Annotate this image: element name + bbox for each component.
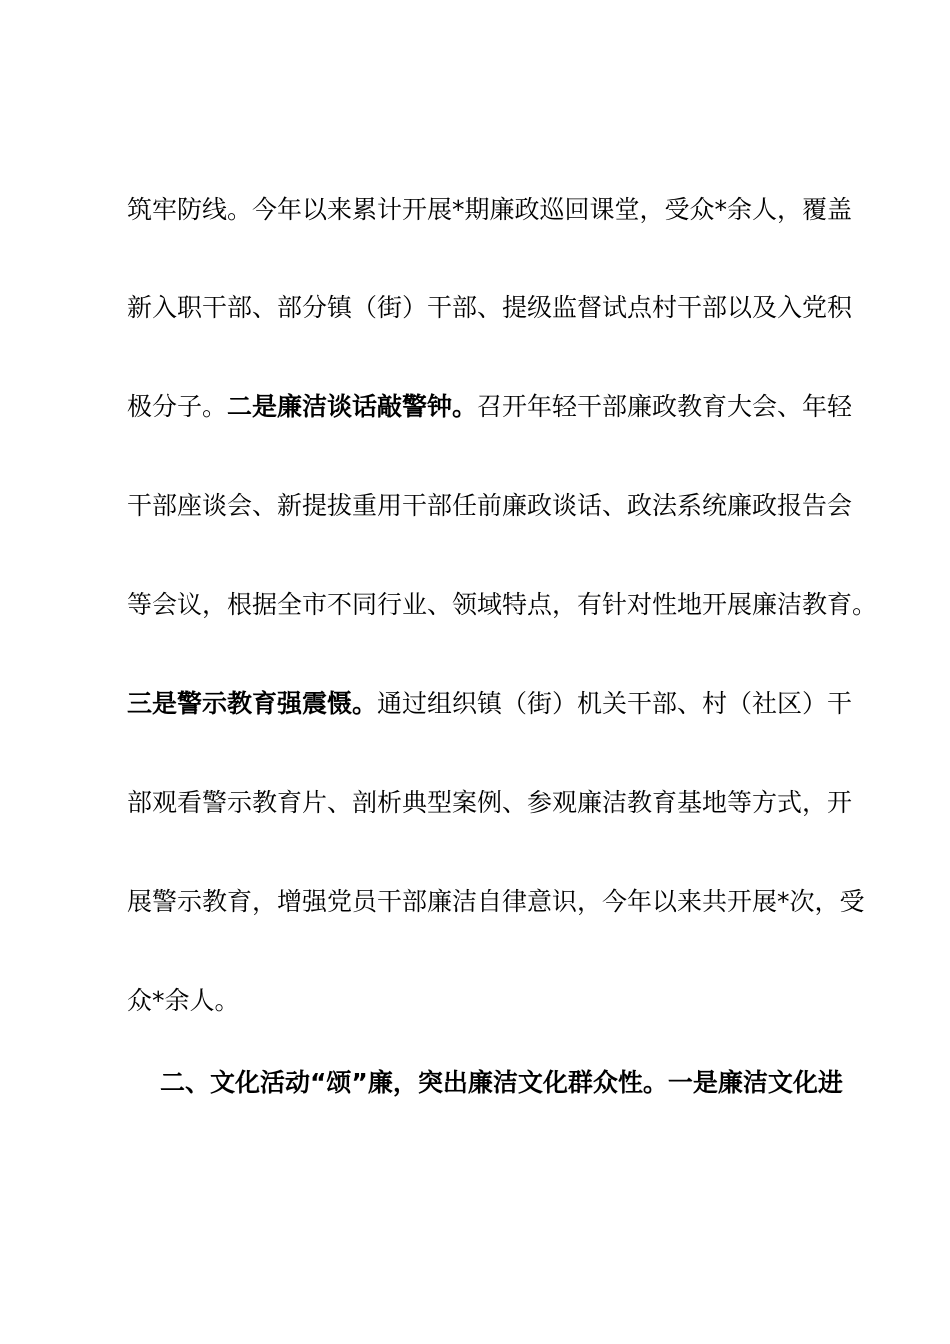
- paragraph-line: [127, 288, 853, 328]
- section-heading: 二、文化活动“颂”廉，突出廉洁文化群众性。: [160, 1068, 668, 1097]
- paragraph-line: [127, 783, 853, 823]
- body-text: 筑牢防线。今年以来累计开展*期廉政巡回课堂，受众*余人，覆盖: [127, 195, 853, 224]
- body-text: 干部座谈会、新提拔重用干部任前廉政谈话、政法系统廉政报告会: [127, 491, 853, 520]
- paragraph-line: [127, 585, 878, 625]
- bold-heading-text: 一是廉洁文化进: [667, 1068, 843, 1097]
- body-text: 新入职干部、部分镇（街）干部、提级监督试点村干部以及入党积: [127, 293, 853, 322]
- body-text: 展警示教育，增强党员干部廉洁自律意识，今年以来共开展*次，受: [127, 887, 865, 916]
- paragraph-line: [127, 882, 865, 922]
- body-text: 极分子。: [127, 392, 228, 421]
- paragraph-line: [127, 981, 837, 1021]
- body-text: 部观看警示教育片、剖析典型案例、参观廉洁教育基地等方式，开: [127, 788, 853, 817]
- bold-heading-text: 三是警示教育强震慑。: [127, 689, 378, 718]
- section-heading-line: [160, 1063, 843, 1103]
- body-text: 通过组织镇（街）机关干部、村（社区）干: [377, 689, 853, 718]
- body-text: 等会议，根据全市不同行业、领域特点，有针对性地开展廉洁教育。: [127, 590, 878, 619]
- bold-heading-text: 二是廉洁谈话敲警钟。: [227, 392, 478, 421]
- body-text: 众*余人。: [127, 986, 240, 1015]
- paragraph-line: [127, 684, 853, 724]
- paragraph-line: [127, 190, 853, 230]
- paragraph-line: [127, 486, 853, 526]
- body-text: 召开年轻干部廉政教育大会、年轻: [477, 392, 853, 421]
- paragraph-line: [127, 387, 853, 427]
